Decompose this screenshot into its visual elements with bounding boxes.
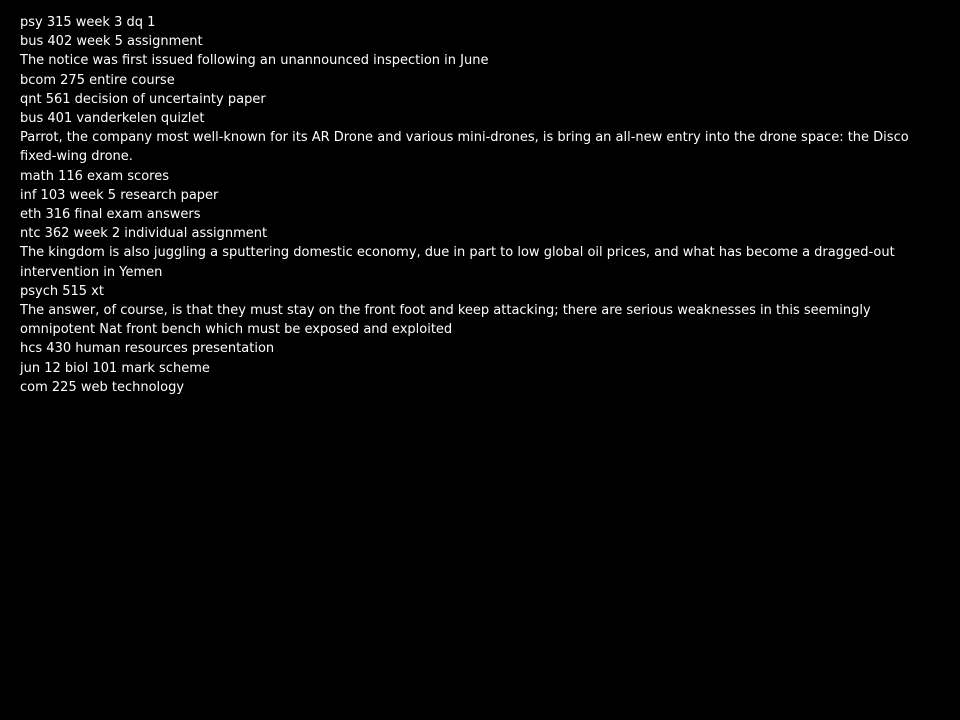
text-line: qnt 561 decision of uncertainty paper: [20, 91, 266, 107]
text-line: inf 103 week 5 research paper: [20, 187, 219, 203]
text-line: hcs 430 human resources presentation: [20, 341, 275, 357]
text-block: [20, 13, 920, 397]
text-line: The notice was first issued following an unannounced inspection in June: [20, 53, 489, 69]
text-line: Parrot, the company most well-known for its AR Drone and various mini-drones, is bring an all-new entry into the drone space: the Disco fixed-wing drone.: [20, 130, 909, 165]
text-line: psych 515 xt: [20, 283, 104, 299]
text-line: jun 12 biol 101 mark scheme: [20, 360, 210, 376]
text-line: com 225 web technology: [20, 379, 185, 395]
text-line: eth 316 final exam answers: [20, 207, 201, 223]
text-line: math 116 exam scores: [20, 168, 169, 184]
text-line: The answer, of course, is that they must stay on the front foot and keep attacking; there are serious weaknesses in this seemingly omnipotent Nat front bench which must be exposed and exploited: [20, 303, 871, 338]
text-line: The kingdom is also juggling a sputtering domestic economy, due in part to low global oil prices, and what has become a dragged-out intervention in Yemen: [20, 245, 895, 280]
text-line: ntc 362 week 2 individual assignment: [20, 226, 268, 242]
text-line: bcom 275 entire course: [20, 72, 175, 88]
text-line: bus 401 vanderkelen quizlet: [20, 111, 205, 127]
text-line: bus 402 week 5 assignment: [20, 34, 203, 50]
text-line: psy 315 week 3 dq 1: [20, 15, 156, 30]
